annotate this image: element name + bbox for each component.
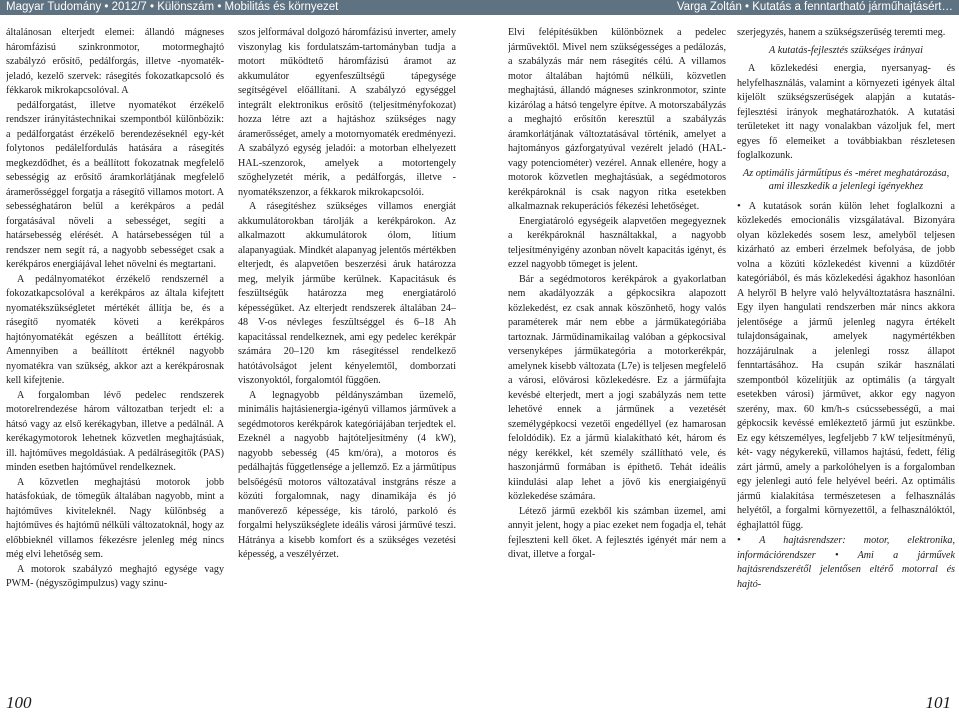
paragraph: A forgalomban lévő pedelec rendszerek motorelrendezése három változatban terjedt el: a hátsó vagy az első kerékagyban, illetve a pedálnál. A kerékagymotorok lehetnek közvetlen meghajtásúak, ill. hajtóműves megoldásúak. A pedálrásegítők (PAS) minden esetben hajtóművel rendelkeznek. <box>6 389 224 473</box>
header-right-text: Varga Zoltán • Kutatás a fenntartható járműhajtásért… <box>676 1 953 13</box>
paragraph: Elvi felépítésükben különböznek a pedelec járművektől. Mivel nem szükségességes a pedálozás, a szabályzás már nem rásegítés célú. A villamos motor általában hajtómű nélküli, közvetlen meghajtású, állandó mágneses szinkronmotor, szinte kizárólag a hátsó tengelyre építve. A motorszabályzás a meghajtó erősítőn keresztül a szabályzás áramkorlátjának változtatásával történik, amelyet a hajtományos gázforgatyúval vezérelt jeladó (HAL-vagy potenciométer) vezérel. Annak ellenére, hogy a motorok közvetlen meghajtásúak, a segédmotoros kerékpároknál is csak nagyon ritka esetekben alkalmaznak rekuperációs fékezési lehetőséget. <box>508 27 726 212</box>
paragraph: Energiatároló egységeik alapvetően megegyeznek a kerékpároknál használtakkal, a nagyobb teljesítményigény azonban növelt kapacitás igényt, és ezzel nagyobb tömeget is jelent. <box>508 215 726 270</box>
paragraph: szos jelformával dolgozó háromfázisú inverter, amely viszonylag kis fordulatszám-tartományban tudja a motort működtető háromfázisú áramot az akkumulátor egyenfeszültségű tápegysége segítségével előállítani. A szabályzó egységgel integrált elektronikus erősítő (teljesítményfokozat) hozza létre azt a hajtáshoz szükséges nagy áramerősséget, amely a motornyomaték eredményezi. A szabályzó egység jeladói: a motorban elhelyezett HAL-szenzorok, amelyek a motortengely szöghelyzetét mérik, a pedálforgás, illetve -nyomatékszenzor, a fékkarok mikrokapcsolói. <box>238 27 456 198</box>
paragraph: pedálforgatást, illetve nyomatékot érzékelő rendszer irányítástechnikai szempontból különbözik: a pedálforgatást érzékelő berendezéseknél egy-két folytonos pedálelfordulás hatására a rásegítés megkezdődhet, és a beállított fokozatnak megfelelő sebességig az erősítő áramkorlátjának megfelelő áramerősséggel forgatja a rásegítő villamos motort. A sebességhatáron belül a kerékpáros a pedál forgatásával növeli a sebességet, segíti a határsebesség elérését. A határsebességen túl a rendszer nem segít rá, a nagyobb sebességet csak a kerékpáros energiájával lehet növelni és megtartani. <box>6 99 224 270</box>
running-header <box>0 0 959 15</box>
left-page-column-2 <box>238 26 456 671</box>
paragraph: Létező jármű ezekből kis számban üzemel, ami annyit jelent, hogy a piac ezeket nem fogadja el, tehát fejleszteni kell őket. A fejlesztés igényét már nem a divat, illetve a forgal- <box>508 505 726 560</box>
subsection-heading: Az optimális járműtípus és -méret meghatározása, ami illeszkedik a jelenlegi igényekhez <box>742 167 950 192</box>
paragraph: A közlekedési energia, nyersanyag- és helyfelhasználás, valamint a környezeti igények által kijelölt szükségszerűségek alapján a kutatás-fejlesztési irányok meghatározhatók. A kutatási területeket itt nagy vonalakban vázoljuk fel, mert egyes fő elemeiket a továbbiakban részletesen foglalkozunk. <box>737 63 955 161</box>
paragraph: A közvetlen meghajtású motorok jobb hatásfokúak, de tömegük általában nagyobb, mint a hajtóműves kiviteleknél. Nagy különbség a hajtóműves és hajtómű nélküli változatoknál, hogy az előbbieknél villamos fékezésre jelenleg még nincs még elvi lehetőség sem. <box>6 476 224 560</box>
bullet-paragraph: • A kutatások során külön lehet foglalkozni a közlekedés emocionális vizsgálatával. Bizonyára olyan közlekedés sosem lesz, amelyből teljesen kizárható az emberi érzelmek befolyása, de jobb volna a közúti közlekedést kivenni a küzdőtér kategóriából, és más közlekedési ágakhoz hasonlóan A helyről B helyre való helyváltoztatásra használni. Egy ilyen hangulati rendszerben már nincs akkora jelentősége a jármű jelenleg nagyra értékelt tulajdonságainak, amelyek nagymértékben hozzájárulnak a jelenlegi rossz állapot fenntartásához. Ha csupán szikár használati szempontból közelítjük az optimális (a tárgyalt esetekben városi) járművet, akkor egy nagyon szerény, max. 60 km/h-s csúcssebességű, a mai gépkocsik kevéssé emlékeztető jármű jut eszünkbe. Ez egy kétszemélyes, legfeljebb 7 kW teljesítményű, két- vagy négykerekű, villamos hajtású, fedett, félig zárt jármű, amely a parkolóhelyen is a forgalomban egy jelenlegi autó fele helyével beéri. Az optimális jármű kialakítása természetesen a felhasználás helyétől, a forgalmi környezettől, a felhasználóktól, éghajlattól függ. <box>737 199 955 534</box>
right-page-column-1 <box>508 26 726 671</box>
paragraph: A pedálnyomatékot érzékelő rendszernél a fokozatkapcsolóval a kerékpáros az általa kifejtett nyomatékszükségletet mértékét állítja be, és a rásegítő nyomaték követi a kerékpáros hajtónyomatékát egészen a beállított értékig. Amennyiben a beállított értéknél nagyobb nyomatékra van szükség, akkor azt a kerékpárosnak kell kifejtenie. <box>6 273 224 386</box>
page-number-right: 101 <box>925 693 951 712</box>
paragraph: általánosan elterjedt elemei: állandó mágneses háromfázisú szinkronmotor, motormeghajtó szabályzó erősítő, pedálforgás, illetve -nyomaték-jeladó, kezelő szervek: rásegítés fokozatkapcsoló és fékkarok mikrokapcsolóval. A <box>6 27 224 96</box>
paragraph: A rásegítéshez szükséges villamos energiát akkumulátorokban tárolják a kerékpárokon. Az alkalmazott akkumulátorok ólom, lítium alapanyagúak. Mindkét alapanyag jelentős mértékben elterjedt, és alapvetően beszerzési áruk határozza meg, melyik járműbe kerülnek. Kapacitásuk és feszültségük határozza meg energiatároló képességüket. Az elterjedt rendszerek általában 24–48 V-os névleges feszültséggel és 6–18 Ah kapacitással rendelkeznek, ami egy pedelec kerékpár számára 20–120 km rásegítéssel rendelkező hatótávolságot jelent kényelemtől, domborzati viszonyoktól, forgalomtól függően. <box>238 201 456 386</box>
paragraph: Bár a segédmotoros kerékpárok a gyakorlatban nem akadályozzák a gépkocsikra alapozott közlekedést, ez csak annak köszönhető, hogy valós paraméterek már nem ebbe a járműkategóriába tartoznak. Járműdinamikailag valóban a gépkocsival versenyképes járműkategória a motorkerékpár, amelynek kisebb változata (L7e) is teljesen megfelelő a városi, elővárosi közlekedésre. Ez a járműfajta kevésbé elterjedt, mert a jogi szabályzás nem tette lehetővé ennek a járműnek a vezetését személygépkocsi vezetői engedéllyel (ez hamarosan feloldódik). Ez a jármű kialakítható két, három és négy kerékkel, két személy szállítható vele, és haszonjármű formában is építhető. Tehát ideális kiindulási alap lehet a jövő kis energiaigényű közlekedése számára. <box>508 273 726 502</box>
paragraph: A motorok szabályzó meghajtó egysége vagy PWM- (négyszögimpulzus) vagy szinu- <box>6 563 224 589</box>
left-page-column-1 <box>6 26 224 671</box>
page-number-left: 100 <box>6 693 32 712</box>
header-left-text: Magyar Tudomány • 2012/7 • Különszám • Mobilitás és környezet <box>6 1 339 13</box>
section-heading: A kutatás-fejlesztés szükséges irányai <box>769 44 923 56</box>
bullet-text: A hajtásrendszer: motor, elektronika, információrendszer • Ami a járművek hajtásrendszerétől jelentősen eltérő motorral és hajtó- <box>737 535 955 590</box>
right-page-column-2 <box>737 26 955 671</box>
paragraph: A legnagyobb példányszámban üzemelő, minimális hajtásienergia-igényű villamos járművek a segédmotoros kerékpárok kategóriájában terjedtek el. Ezeknél a nagyobb hajtóteljesítmény (4 kW), nagyobb sebesség (45 km/óra), a motoros és pedálhajtás függetlensége a jellemző. Ez a járműtípus belsőégésű motoros változatával instgráns része a közúti forgalomnak, nagy dinamikája és jó manőverező képessége, kis tároló, parkoló és forgalmi helyszükséglete ideális városi járművé teszi. Hátránya a kisebb komfort és a szükséges vezetési képesség, a veszélyérzet. <box>238 389 456 560</box>
bullet-paragraph <box>737 533 955 592</box>
paragraph: szerjegyzés, hanem a szükségszerűség teremti meg. <box>737 27 946 38</box>
